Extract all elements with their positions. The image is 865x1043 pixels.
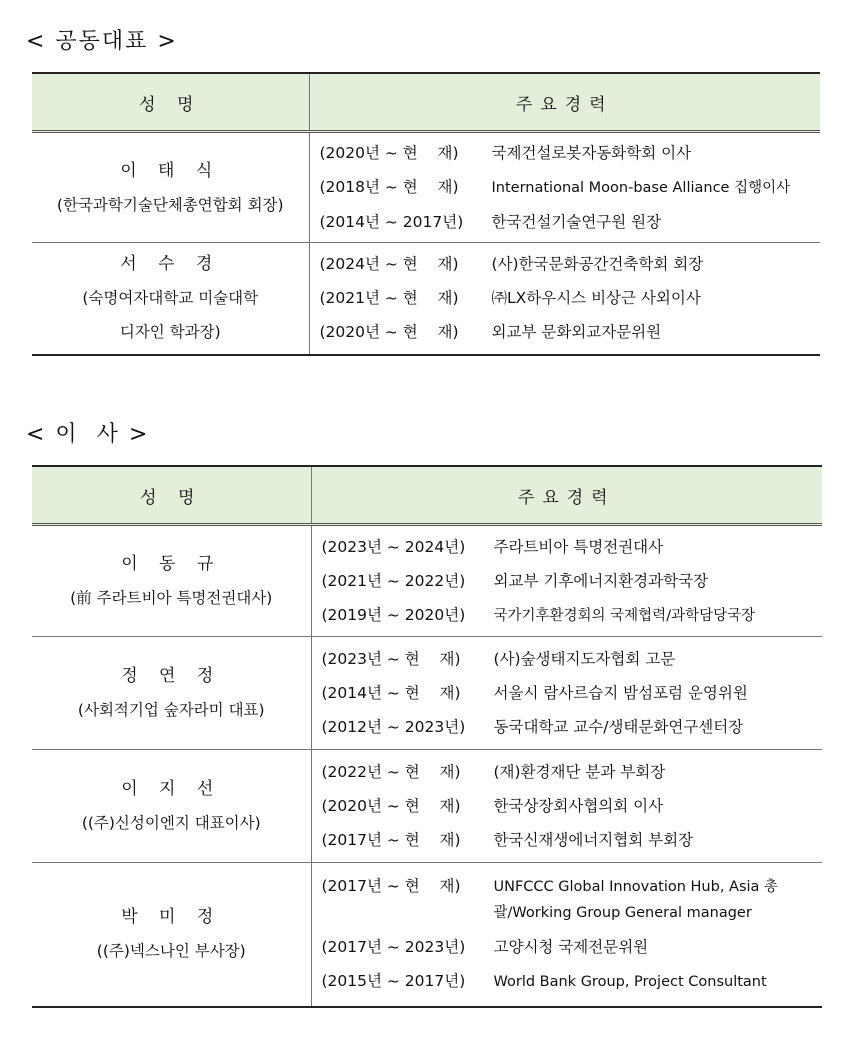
career-cell xyxy=(309,132,820,243)
career-desc: World Bank Group, Project Consultant xyxy=(493,974,767,991)
career-line xyxy=(320,247,821,281)
career-desc: 고양시청 국제전문위원 xyxy=(493,938,649,957)
career-period: (2019년 ~ 2020년) xyxy=(321,605,466,624)
person-name: 서 수 경 xyxy=(120,254,221,275)
table-header-row xyxy=(32,466,822,525)
career-desc: 외교부 기후에너지환경과학국장 xyxy=(493,571,709,590)
career-period: (2023년 ~ 현 재) xyxy=(321,650,461,668)
career-period: (2017년 ~ 2023년) xyxy=(321,938,466,957)
career-period: (2012년 ~ 2023년) xyxy=(321,718,466,736)
directors-table xyxy=(32,465,822,1008)
career-line xyxy=(322,676,823,710)
career-period: (2024년 ~ 현 재) xyxy=(319,255,459,274)
career-line xyxy=(322,869,823,930)
career-period: (2014년 ~ 현 재) xyxy=(321,684,461,702)
person-name: 이 태 식 xyxy=(120,160,221,181)
career-period: (2021년 ~ 2022년) xyxy=(321,571,466,590)
career-line xyxy=(322,930,823,964)
person-title: (숙명여자대학교 미술대학 xyxy=(82,289,259,308)
career-cell xyxy=(309,243,820,355)
section-title-co-ceo: < 공동대표 > xyxy=(26,29,178,54)
person-title: (한국과학기술단체총연합회 회장) xyxy=(56,195,284,214)
career-desc: 국가기후환경회의 국제협력/과학담당국장 xyxy=(493,607,756,624)
career-period: (2020년 ~ 현 재) xyxy=(319,323,459,342)
career-line xyxy=(322,598,823,633)
person-title: ((주)넥스나인 부사장) xyxy=(96,942,246,961)
career-period: (2015년 ~ 2017년) xyxy=(321,972,466,991)
person-name: 이 동 규 xyxy=(121,554,222,574)
career-line xyxy=(320,136,821,170)
person-title: (前 주라트비아 특명전권대사) xyxy=(70,589,273,607)
table-row xyxy=(32,863,822,1007)
person-title: (사회적기업 숲자라미 대표) xyxy=(77,701,265,719)
person-cell xyxy=(32,863,311,1007)
career-line xyxy=(322,755,823,789)
career-desc: International Moon-base Alliance 집행이사 xyxy=(491,180,791,196)
career-line xyxy=(320,315,821,349)
table-header-row xyxy=(32,73,820,132)
career-line xyxy=(320,281,821,315)
career-cell xyxy=(311,750,822,863)
table-row xyxy=(32,525,822,637)
header-career: 주요경력 xyxy=(309,73,820,132)
career-line xyxy=(322,789,823,823)
person-name: 정 연 정 xyxy=(121,666,222,686)
career-cell xyxy=(311,637,822,750)
career-desc: 한국건설기술연구원 원장 xyxy=(491,213,662,231)
career-period: (2020년 ~ 현 재) xyxy=(319,144,459,162)
career-desc: 한국신재생에너지협회 부회장 xyxy=(493,831,694,849)
person-title: ((주)신성이엔지 대표이사) xyxy=(81,814,261,832)
header-career: 주요경력 xyxy=(311,466,822,525)
career-line xyxy=(322,642,823,676)
career-period: (2021년 ~ 현 재) xyxy=(319,289,459,308)
career-desc: 서울시 람사르습지 밤섬포럼 운영위원 xyxy=(493,684,748,702)
table-row xyxy=(32,243,820,355)
person-cell xyxy=(32,750,311,863)
career-period: (2022년 ~ 현 재) xyxy=(321,763,461,781)
career-desc: UNFCCC Global Innovation Hub, Asia 총괄/Working Group General manager xyxy=(493,879,779,922)
career-line xyxy=(322,823,823,857)
person-name: 이 지 선 xyxy=(121,779,222,799)
header-name: 성 명 xyxy=(32,73,309,132)
career-period: (2014년 ~ 2017년) xyxy=(319,213,464,231)
career-desc: 외교부 문화외교자문위원 xyxy=(491,323,662,342)
career-line xyxy=(320,170,821,205)
table-row xyxy=(32,132,820,243)
person-name: 박 미 정 xyxy=(121,907,222,928)
career-line xyxy=(322,530,823,564)
person-cell xyxy=(32,132,309,243)
career-desc: 한국상장회사협의회 이사 xyxy=(493,797,664,815)
career-desc: (사)한국문화공간건축학회 회장 xyxy=(491,255,704,274)
career-line xyxy=(322,564,823,598)
career-desc: 주라트비아 특명전권대사 xyxy=(493,537,664,556)
person-title: 디자인 학과장) xyxy=(119,323,221,342)
career-desc: 동국대학교 교수/생태문화연구센터장 xyxy=(493,718,744,736)
person-cell xyxy=(32,637,311,750)
career-cell xyxy=(311,863,822,1007)
career-period: (2020년 ~ 현 재) xyxy=(321,797,461,815)
career-period: (2018년 ~ 현 재) xyxy=(319,178,459,196)
career-line xyxy=(322,964,823,999)
person-cell xyxy=(32,243,309,355)
person-cell xyxy=(32,525,311,637)
career-period: (2017년 ~ 현 재) xyxy=(321,877,461,896)
career-desc: ㈜LX하우시스 비상근 사외이사 xyxy=(491,289,701,308)
career-cell xyxy=(311,525,822,637)
career-desc: (사)숲생태지도자협회 고문 xyxy=(493,650,676,668)
career-line xyxy=(320,205,821,239)
career-desc: 국제건설로봇자동화학회 이사 xyxy=(491,144,692,162)
career-line xyxy=(322,710,823,744)
career-period: (2017년 ~ 현 재) xyxy=(321,831,461,849)
career-period: (2023년 ~ 2024년) xyxy=(321,537,466,556)
section-title-directors: < 이 사 > xyxy=(26,422,150,447)
co-ceo-table xyxy=(32,72,820,356)
table-row xyxy=(32,637,822,750)
table-row xyxy=(32,750,822,863)
career-desc: (재)환경재단 분과 부회장 xyxy=(493,763,666,781)
header-name: 성 명 xyxy=(32,466,311,525)
